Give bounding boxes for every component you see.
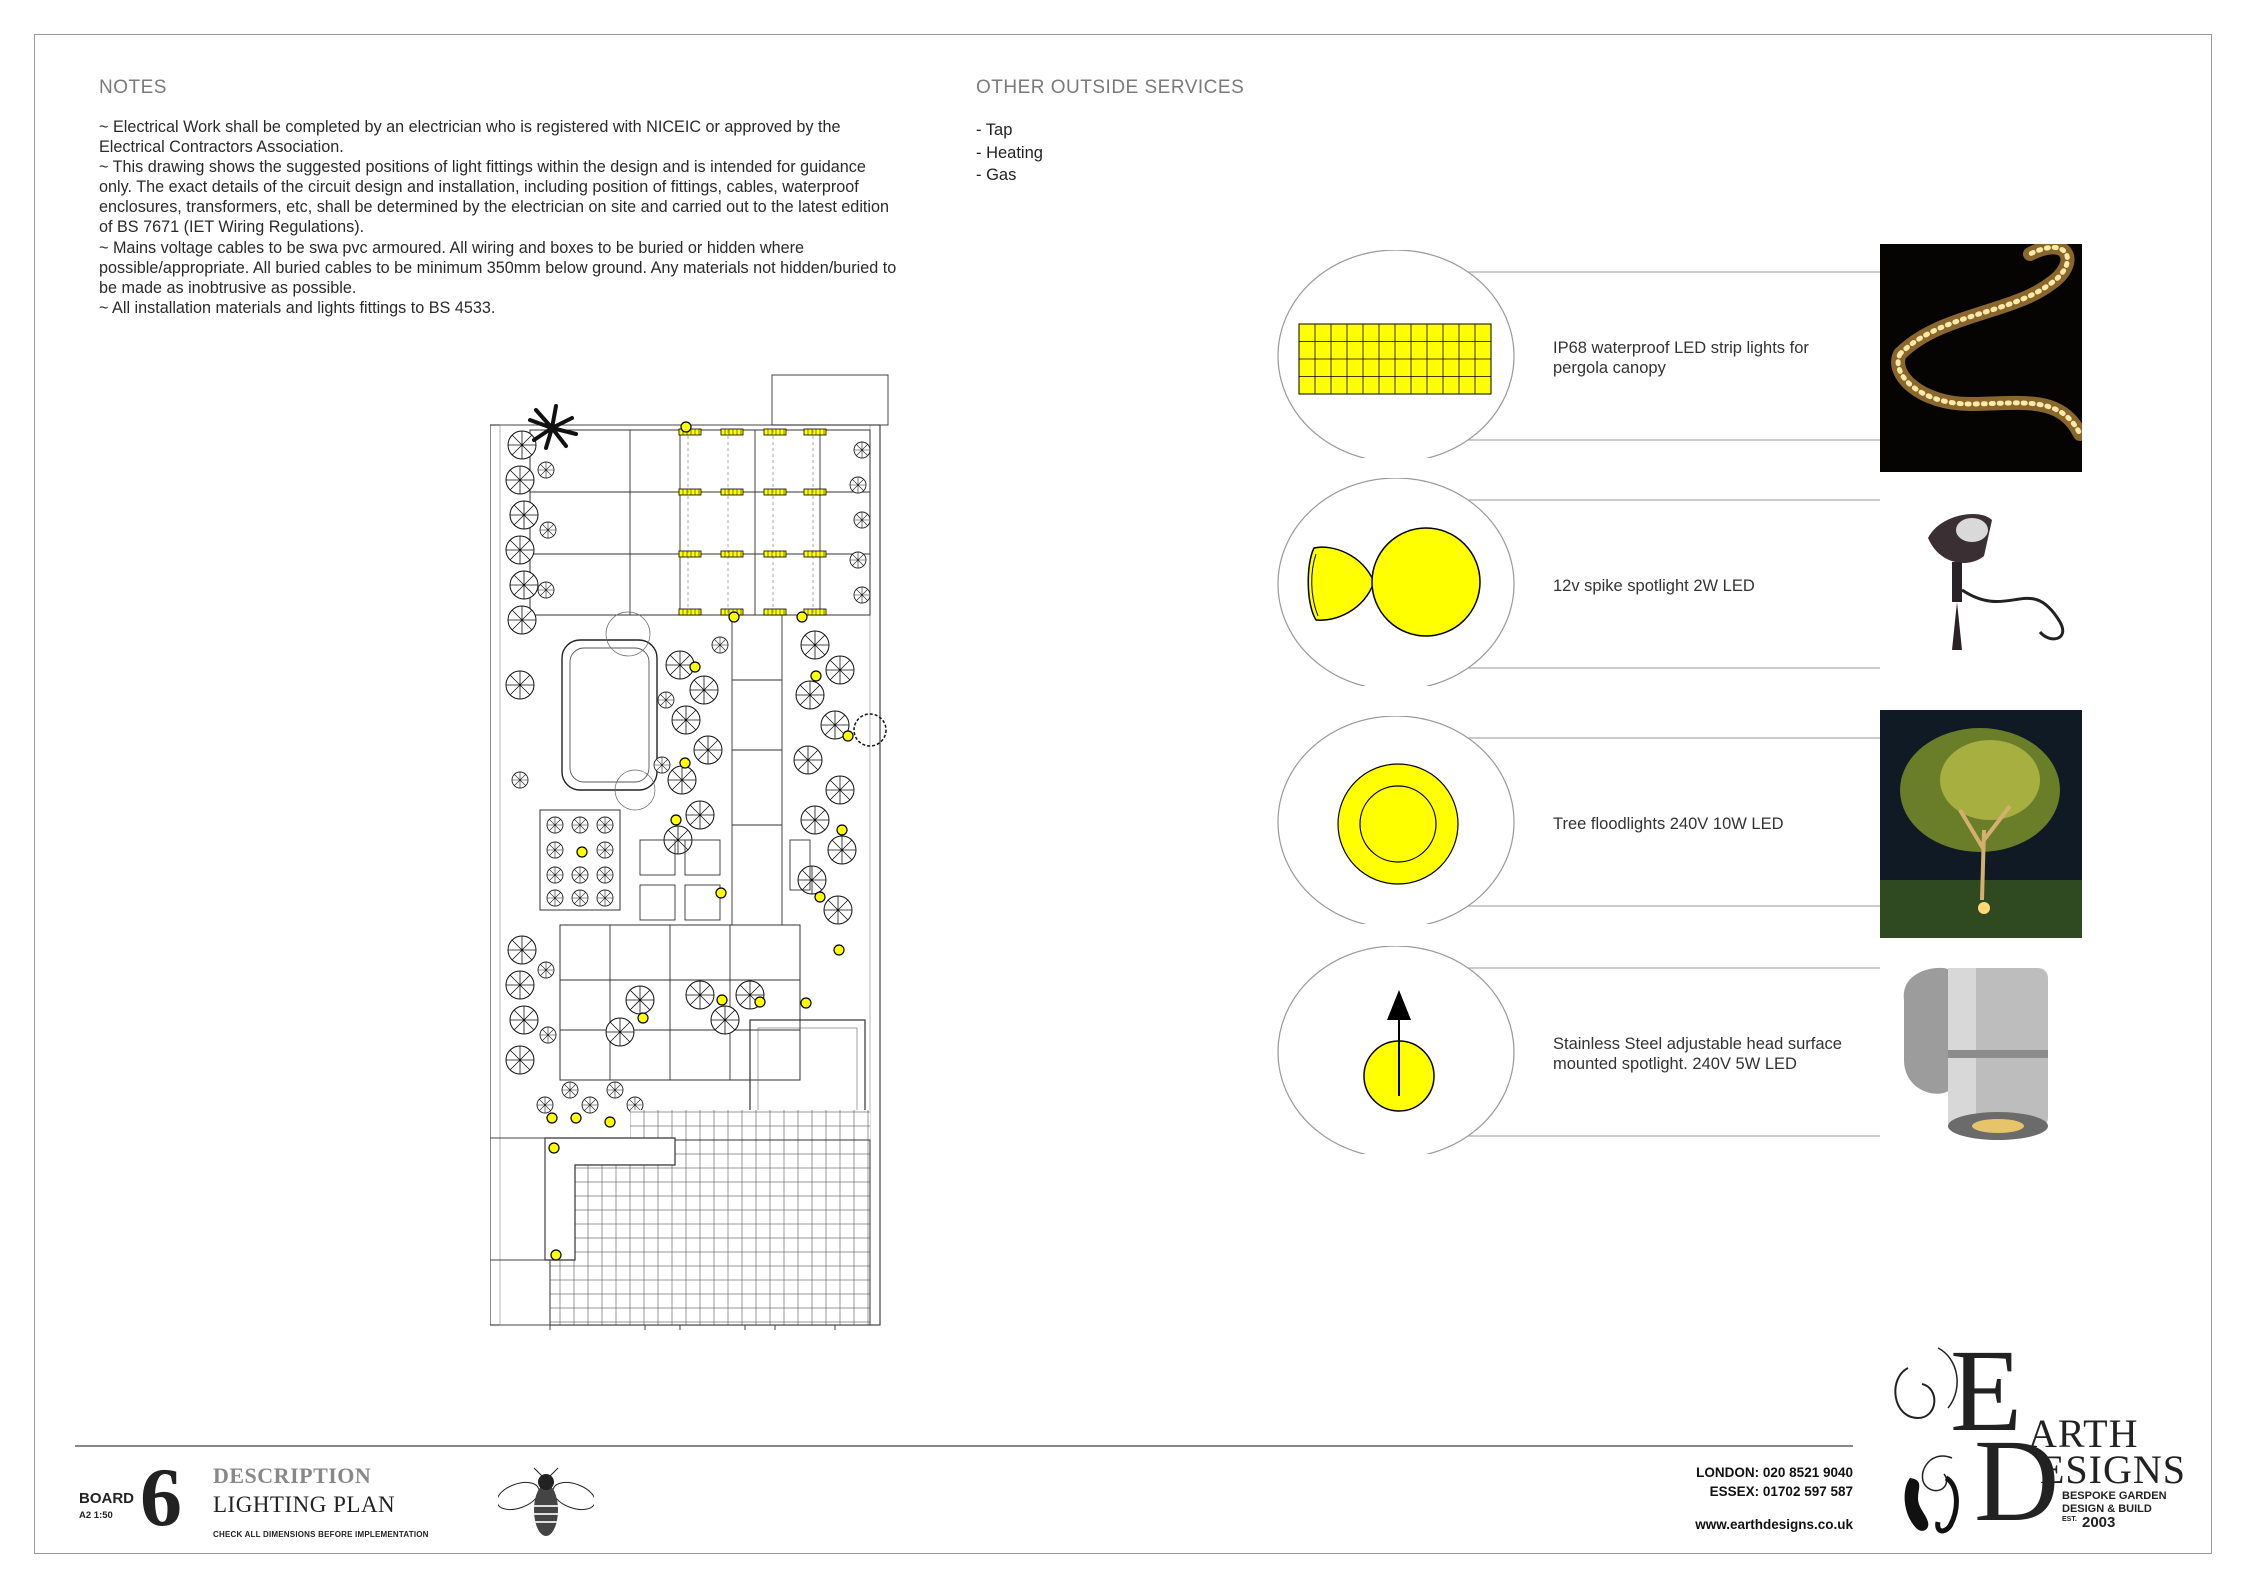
contact-essex: ESSEX: 01702 597 587 <box>1709 1484 1853 1499</box>
services-list <box>976 119 1043 187</box>
notes-body <box>99 117 899 318</box>
logo-tagline-1: BESPOKE GARDEN <box>2062 1490 2167 1502</box>
check-dimensions-note: CHECK ALL DIMENSIONS BEFORE IMPLEMENTATION <box>213 1530 429 1539</box>
logo-initial-e: E <box>1950 1325 2023 1456</box>
tree-floodlight-photo <box>1880 710 2082 938</box>
legend-label: 12v spike spotlight 2W LED <box>1553 577 1755 595</box>
legend-label: Stainless Steel adjustable head surface mounted spotlight. 240V 5W LED <box>1553 1035 1842 1073</box>
bee-icon <box>498 1466 594 1542</box>
legend-label: Tree floodlights 240V 10W LED <box>1553 815 1784 833</box>
logo-est: EST. <box>2062 1516 2077 1523</box>
logo-word-esigns: ESIGNS <box>2040 1447 2187 1492</box>
led-strip-symbol <box>1295 320 1495 400</box>
service-item: - Heating <box>976 143 1043 162</box>
logo-tagline-2: DESIGN & BUILD <box>2062 1503 2152 1515</box>
logo-word-arth: ARTH <box>2028 1411 2139 1456</box>
legend-row-tree-floodlight <box>1270 716 2082 924</box>
note-item: ~ Mains voltage cables to be swa pvc armoured. All wiring and boxes to be buried or hidden where possible/appropriate. All buried cables to be minimum 350mm below ground. Any materials not hidden/buried to be made as inobtrusive as possible. <box>99 238 897 297</box>
palm-icon <box>530 406 576 448</box>
board-label: BOARD <box>79 1490 134 1507</box>
title-block-rule <box>75 1445 1853 1447</box>
contact-london: LONDON: 020 8521 9040 <box>1696 1465 1853 1480</box>
notes-heading: NOTES <box>99 77 167 98</box>
garden-lighting-plan <box>490 370 890 1330</box>
scale-label: A2 1:50 <box>79 1510 113 1521</box>
earth-designs-logo <box>1888 1325 2187 1548</box>
description-heading: DESCRIPTION <box>213 1463 372 1488</box>
legend-row-led-strip <box>1270 250 2082 458</box>
logo-initial-d: D <box>1974 1415 2060 1546</box>
legend-label: IP68 waterproof LED strip lights for pergola canopy <box>1553 339 1809 377</box>
wall-spotlight-photo <box>1880 940 2082 1168</box>
board-number: 6 <box>140 1451 182 1544</box>
services-heading: OTHER OUTSIDE SERVICES <box>976 77 1245 98</box>
service-item: - Tap <box>976 121 1013 139</box>
contact-website[interactable]: www.earthdesigns.co.uk <box>1695 1517 1853 1532</box>
spike-spotlight-photo <box>1880 472 2082 700</box>
legend-row-spike-spotlight <box>1270 478 2082 686</box>
legend-row-wall-spotlight <box>1270 946 2082 1154</box>
logo-year: 2003 <box>2082 1514 2116 1531</box>
description-title: LIGHTING PLAN <box>213 1492 396 1517</box>
spike-spotlight-symbol <box>1302 524 1492 644</box>
led-strip-photo <box>1880 244 2082 472</box>
note-item: ~ Electrical Work shall be completed by an electrician who is registered with NICEIC or approved by the Electrical Contractors Association. <box>99 118 841 157</box>
service-item: - Gas <box>976 166 1017 184</box>
wall-spotlight-symbol <box>1354 986 1444 1116</box>
note-item: ~ All installation materials and lights fittings to BS 4533. <box>99 298 496 317</box>
note-item: ~ This drawing shows the suggested positions of light fittings within the design and is intended for guidance only. The exact details of the circuit design and installation, including position of fittings, cables, waterproof enclosures, transformers, etc, shall be determined by the electrician on site and carried out to the latest edition of BS 7671 (IET Wiring Regulations). <box>99 158 890 237</box>
tree-floodlight-symbol <box>1336 762 1460 886</box>
